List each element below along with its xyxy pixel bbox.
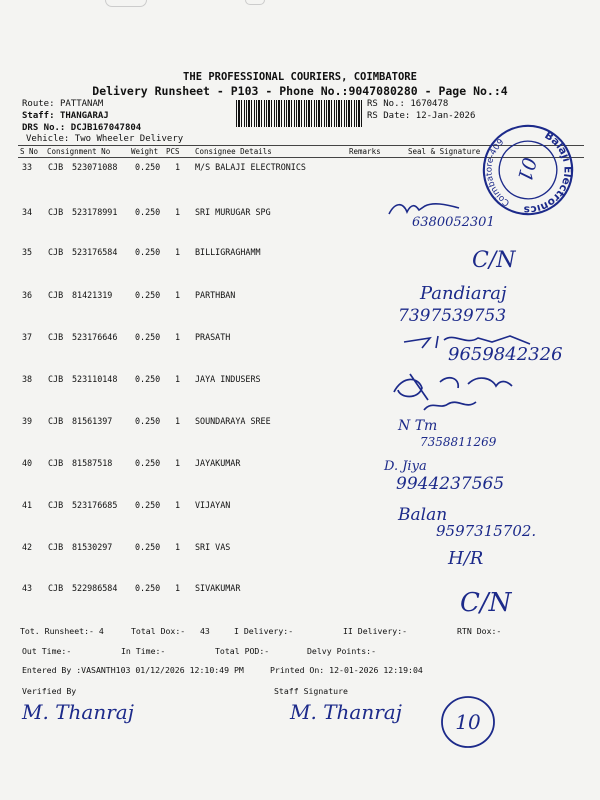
row-sno: 35 [22,247,33,257]
name-row-41: Balan [398,505,448,525]
phone-row-37: 9659842326 [448,344,563,365]
vehicle-line: Vehicle: Two Wheeler Delivery [26,134,184,144]
row-pcs: 1 [175,500,181,510]
row-consignee: SRI VAS [195,542,231,552]
i-delivery: I Delivery:- [234,626,294,636]
row-pcs: 1 [175,583,181,593]
row-prefix: CJB [48,416,64,426]
page-count-circle [438,692,498,752]
row-weight: 0.250 [135,416,161,426]
rs-no-line: RS No.: 1670478 [367,99,449,109]
col-remarks: Remarks [349,147,381,156]
row-pcs: 1 [175,374,181,384]
row-prefix: CJB [48,458,64,468]
mark-row-39: N Tm [398,418,438,434]
staff-line: Staff: THANGARAJ [22,111,109,121]
row-consignment-no: 523110148 [72,374,118,384]
company-seal-stamp [480,122,576,218]
row-consignee: BILLIGRAGHAMM [195,247,261,257]
row-weight: 0.250 [135,247,161,257]
punch-mark [105,0,147,7]
col-sno: S No [20,147,39,156]
out-time: Out Time:- [22,646,72,656]
row-consignee: JAYAKUMAR [195,458,241,468]
signature-row-38 [388,370,538,418]
mark-row-43: C/N [460,588,512,618]
in-time: In Time:- [121,646,166,656]
row-pcs: 1 [175,332,181,342]
row-weight: 0.250 [135,542,161,552]
col-seal-signature: Seal & Signature [408,147,481,156]
row-consignee: PARTHBAN [195,290,236,300]
row-weight: 0.250 [135,374,161,384]
row-sno: 34 [22,207,33,217]
ii-delivery: II Delivery:- [343,626,408,636]
drs-value: DCJB167047804 [70,123,142,133]
total-dox-label: Total Dox:- [131,626,186,636]
delvy-points: Delvy Points:- [307,646,377,656]
row-sno: 38 [22,374,33,384]
svg-text:01: 01 [512,154,542,185]
row-weight: 0.250 [135,332,161,342]
row-consignment-no: 522986584 [72,583,118,593]
printed-on: Printed On: 12-01-2026 12:19:04 [270,665,423,675]
vehicle-value: Two Wheeler Delivery [74,134,184,144]
row-consignment-no: 523071088 [72,162,118,172]
row-pcs: 1 [175,162,181,172]
phone-row-34: 6380052301 [412,215,495,230]
phone-row-40: 9944237565 [396,474,505,494]
row-sno: 40 [22,458,33,468]
row-consignee: SIVAKUMAR [195,583,241,593]
name-row-40: D. Jiya [384,459,427,474]
row-consignment-no: 81530297 [72,542,113,552]
col-consignment: Consignment No [47,147,111,156]
row-consignee: PRASATH [195,332,231,342]
staff-value: THANGARAJ [59,111,109,121]
svg-text:Coimbatore-409: Coimbatore-409 [484,137,512,208]
mark-row-35: C/N [472,248,516,273]
phone-row-36: 7397539753 [398,306,507,326]
phone-row-39: 7358811269 [420,435,497,449]
total-pod: Total POD:- [215,646,270,656]
punch-mark [245,0,265,5]
row-prefix: CJB [48,247,64,257]
row-weight: 0.250 [135,290,161,300]
total-dox-value: 43 [200,626,210,636]
rtn-dox: RTN Dox:- [457,626,502,636]
row-pcs: 1 [175,207,181,217]
page-count-value: 10 [455,710,481,734]
drs-barcode [236,100,363,127]
row-consignment-no: 523176646 [72,332,118,342]
row-consignment-no: 523176685 [72,500,118,510]
route-value: PATTANAM [59,99,104,109]
row-weight: 0.250 [135,207,161,217]
row-pcs: 1 [175,247,181,257]
row-prefix: CJB [48,374,64,384]
company-title: THE PROFESSIONAL COURIERS, COIMBATORE [183,71,417,83]
col-consignee: Consignee Details [195,147,272,156]
row-prefix: CJB [48,583,64,593]
row-pcs: 1 [175,542,181,552]
row-weight: 0.250 [135,500,161,510]
mark-row-42: H/R [448,548,484,569]
rs-date-line: RS Date: 12-Jan-2026 [367,111,476,121]
rs-no-value: 1670478 [410,99,449,109]
staff-signature-label: Staff Signature [274,686,348,696]
row-prefix: CJB [48,207,64,217]
row-weight: 0.250 [135,458,161,468]
row-consignee: VIJAYAN [195,500,231,510]
row-consignment-no: 523176584 [72,247,118,257]
row-sno: 37 [22,332,33,342]
row-pcs: 1 [175,458,181,468]
row-weight: 0.250 [135,162,161,172]
row-sno: 41 [22,500,33,510]
staff-signature: M. Thanraj [290,700,402,724]
name-row-36: Pandiaraj [420,283,507,304]
row-sno: 33 [22,162,33,172]
runsheet-subtitle: Delivery Runsheet - P103 - Phone No.:9047080280 - Page No.:4 [92,84,508,98]
row-pcs: 1 [175,290,181,300]
phone-row-41: 9597315702. [436,522,537,540]
row-weight: 0.250 [135,583,161,593]
row-consignee: SRI MURUGAR SPG [195,207,271,217]
row-prefix: CJB [48,332,64,342]
svg-text:Balaji Electronics: Balaji Electronics [523,129,574,216]
verified-signature: M. Thanraj [22,700,134,724]
row-consignment-no: 81561397 [72,416,113,426]
row-prefix: CJB [48,162,64,172]
row-sno: 39 [22,416,33,426]
row-prefix: CJB [48,542,64,552]
entered-by: Entered By :VASANTH103 01/12/2026 12:10:49 PM [22,665,244,675]
verified-by-label: Verified By [22,686,77,696]
row-sno: 43 [22,583,33,593]
row-consignment-no: 523178991 [72,207,118,217]
row-sno: 42 [22,542,33,552]
row-consignee: SOUNDARAYA SREE [195,416,271,426]
row-prefix: CJB [48,500,64,510]
col-weight: Weight [131,147,159,156]
tot-runsheet: Tot. Runsheet:- 4 [20,626,104,636]
row-pcs: 1 [175,416,181,426]
rs-date-value: 12-Jan-2026 [415,111,476,121]
col-pcs: PCS [166,147,180,156]
row-consignment-no: 81421319 [72,290,113,300]
row-consignee: JAYA INDUSERS [195,374,261,384]
route-line: Route: PATTANAM [22,99,104,109]
drs-line: DRS No.: DCJB167047804 [22,123,142,133]
row-prefix: CJB [48,290,64,300]
row-consignee: M/S BALAJI ELECTRONICS [195,162,306,172]
row-sno: 36 [22,290,33,300]
row-consignment-no: 81587518 [72,458,113,468]
